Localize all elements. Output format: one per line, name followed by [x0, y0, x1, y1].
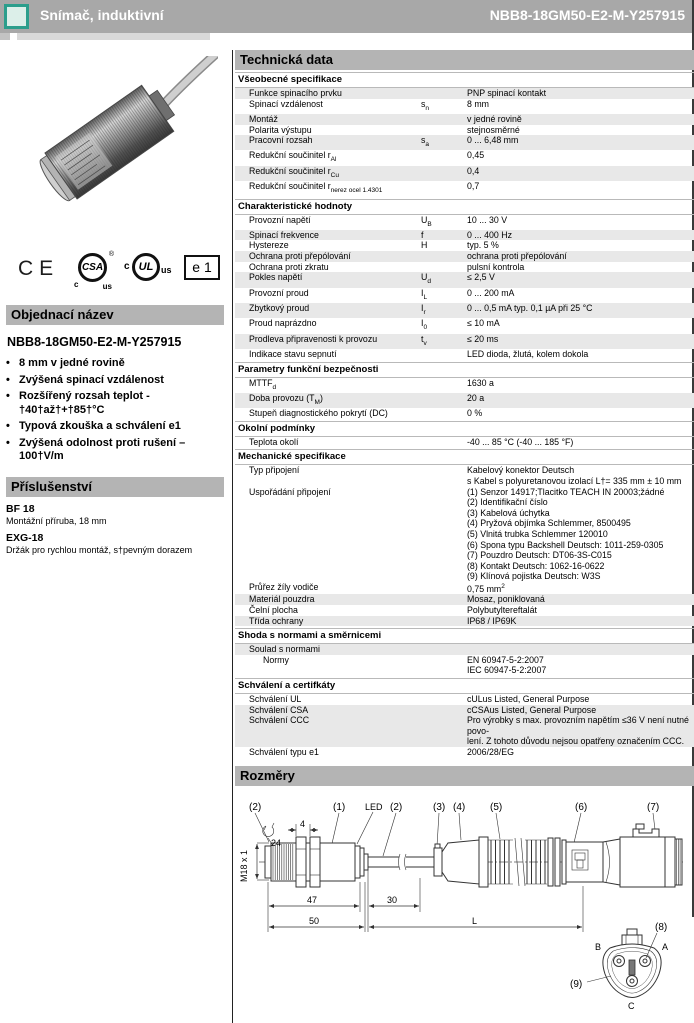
spec-section-title: Schválení a certifkáty [235, 678, 694, 694]
brand-square-icon [4, 4, 29, 29]
feature-item [6, 420, 224, 434]
spec-symbol [421, 150, 467, 165]
spec-symbol: $t_v$ [421, 333, 427, 347]
bullet-icon: • [6, 420, 10, 432]
feature-text: Typová zkouška a schválení e1 [19, 420, 181, 432]
spec-symbol [421, 393, 467, 408]
spec-symbol [421, 487, 467, 582]
spec-row [235, 288, 694, 303]
spec-value: 0 ... 200 mA [467, 287, 515, 298]
led-label: LED [365, 801, 383, 812]
spec-row [235, 150, 694, 165]
spec-value: -40 ... 85 °C (-40 ... 185 °F) [467, 436, 574, 447]
spec-label: Schválení CCC [249, 715, 310, 726]
spec-value [467, 644, 694, 655]
header-substrip-left [0, 33, 10, 40]
spec-value: Mosaz, poniklovaná [467, 594, 545, 605]
feature-item [6, 437, 224, 464]
spec-symbol [421, 181, 467, 196]
spec-value: v jedné rovině [467, 113, 522, 124]
callout-2b: (2) [390, 801, 403, 813]
spec-symbol: $s_n$ [421, 98, 430, 112]
spec-label: Zbytkový proud [249, 302, 310, 313]
spec-symbol [421, 747, 467, 758]
feature-item [6, 357, 224, 371]
bullet-icon: • [6, 373, 10, 386]
spec-label: Třída ochrany [249, 615, 304, 626]
callout-1: (1) [333, 801, 346, 813]
product-photo [6, 56, 218, 228]
spec-value: Polybutyltereftalát [467, 605, 537, 616]
spec-section [235, 199, 694, 360]
spec-symbol: H [421, 240, 428, 251]
spec-symbol [421, 605, 467, 616]
spec-symbol [421, 694, 467, 705]
spec-row [235, 605, 694, 616]
feature-item [6, 390, 224, 417]
spec-label: Indikace stavu sepnutí [249, 348, 337, 359]
dimension-drawing [235, 790, 687, 1018]
spec-row [235, 215, 694, 230]
bullet-icon: • [6, 436, 10, 449]
spec-value: pulsní kontrola [467, 261, 525, 272]
spec-label: Redukční součinitel $r_{nerez ocel 1.4301}$ [249, 181, 383, 194]
bullet-icon: • [6, 390, 10, 402]
feature-text: Zvýšená odolnost proti rušení – 100†V/m [19, 436, 186, 462]
spec-symbol [421, 465, 467, 486]
spec-value: 0 ... 6,48 mm [467, 135, 519, 146]
pin-b-label: B [595, 941, 602, 952]
spec-section [235, 628, 694, 676]
product-family-title: Snímač, induktivní [40, 7, 164, 23]
spec-row [235, 616, 694, 627]
spec-label: Redukční součinitel $r_{Cu}$ [249, 165, 339, 179]
spec-symbol [421, 715, 467, 747]
pin-c-label: C [628, 1000, 635, 1011]
spec-value: 8 mm [467, 98, 489, 109]
feature-text: Rozšířený rozsah teplot - †40†až†+†85†°C [19, 390, 150, 416]
spec-symbol: $I_L$ [421, 287, 428, 301]
spec-label: Funkce spinacího prvku [249, 88, 342, 98]
page-header [0, 0, 694, 33]
accessory-name: BF 18 [6, 502, 35, 515]
spec-value: 10 ... 30 V [467, 214, 508, 225]
spec-symbol [421, 88, 467, 99]
spec-row [235, 378, 694, 393]
spec-section-title: Charakteristické hodnoty [235, 199, 694, 215]
spec-value: ≤ 2,5 V [467, 272, 495, 283]
spec-row [235, 408, 694, 419]
spec-value: 2006/28/EG [467, 746, 514, 757]
callout-7: (7) [647, 801, 660, 813]
spec-symbol [421, 616, 467, 627]
spec-label: Prodleva připravenosti k provozu [249, 333, 378, 344]
dim-47: 47 [307, 894, 318, 905]
spec-value: 0,4 [467, 165, 480, 176]
pin-a-label: A [662, 941, 669, 952]
spec-row [235, 318, 694, 333]
order-code: NBB8-18GM50-E2-M-Y257915 [7, 335, 182, 349]
dim-30: 30 [387, 894, 398, 905]
spec-row [235, 715, 694, 747]
spec-symbol [421, 594, 467, 605]
spec-value: ochrana proti přepólování [467, 251, 567, 262]
spec-row [235, 747, 694, 758]
spec-value: PNP spinací kontakt [467, 88, 547, 98]
connector-face-view [603, 929, 661, 998]
spec-row [235, 181, 694, 196]
spec-row [235, 114, 694, 125]
spec-section-title: Shoda s normami a směrnicemi [235, 628, 694, 644]
header-substrip [17, 33, 210, 40]
spec-label: Spinací frekvence [249, 229, 319, 240]
spec-symbol: $U_d$ [421, 272, 431, 285]
spec-label: Normy [263, 654, 289, 665]
ce-mark-icon: CE [18, 257, 60, 280]
spec-value: EN 60947-5-2:2007 IEC 60947-5-2:2007 [467, 654, 547, 676]
spec-label: Montáž [249, 113, 278, 124]
spec-row [235, 582, 694, 595]
ul-mark-icon: c UL us [124, 253, 176, 289]
spec-label: Polarita výstupu [249, 124, 312, 135]
accessory-description: Montážní příruba, 18 mm [6, 515, 107, 526]
spec-label: Schválení UL [249, 694, 302, 705]
accessory-description: Držák pro rychlou montáž, s†pevným dorazem [6, 544, 193, 555]
callout-9: (9) [570, 978, 583, 990]
sensor-outline [265, 824, 682, 887]
spec-symbol: $I_0$ [421, 318, 428, 331]
callout-8: (8) [655, 921, 668, 933]
spec-label: Spinací vzdálenost [249, 98, 323, 109]
spec-value: ≤ 20 ms [467, 333, 499, 344]
spec-label: Schválení typu e1 [249, 746, 319, 757]
spec-label: Ochrana proti přepólování [249, 251, 351, 262]
spec-section-title: Parametry funkční bezpečnosti [235, 362, 694, 378]
spec-value: stejnosměrné [467, 124, 520, 135]
spec-label: Proud naprázdno [249, 318, 317, 329]
spec-label: Stupeň diagnostického pokrytí (DC) [249, 408, 388, 419]
spec-value: Kabelový konektor Deutsch s Kabel s polyuretanovou izolací L†= 335 mm ± 10 mm [467, 465, 682, 486]
spec-label: Soulad s normami [249, 644, 320, 655]
spec-value: 0,7 [467, 181, 480, 192]
spec-row [235, 272, 694, 287]
order-name-header: Objednací název [6, 305, 224, 325]
spec-section [235, 678, 694, 758]
spec-row [235, 705, 694, 716]
dimensions-header: Rozměry [235, 766, 694, 786]
spec-label: Redukční součinitel $r_{Al}$ [249, 150, 337, 164]
spec-label: Schválení CSA [249, 704, 309, 715]
spec-value: IP68 / IP69K [467, 615, 517, 626]
spec-symbol [421, 655, 467, 676]
spec-row [235, 465, 694, 486]
spec-value: cCSAus Listed, General Purpose [467, 704, 597, 715]
csa-mark-icon: CSA ® c us [74, 251, 114, 291]
wrench-size: 24 [271, 837, 282, 848]
spec-row [235, 303, 694, 318]
spec-row [235, 135, 694, 150]
spec-row [235, 262, 694, 273]
callout-4: (4) [453, 801, 466, 813]
spec-symbol [421, 262, 467, 273]
spec-label: Teplota okolí [249, 436, 299, 447]
spec-section-title: Okolní podmínky [235, 421, 694, 437]
spec-label: Materiál pouzdra [249, 594, 315, 605]
spec-section [235, 449, 694, 626]
right-column [232, 50, 694, 1023]
spec-row [235, 334, 694, 349]
spec-symbol [421, 437, 467, 448]
spec-symbol [421, 644, 467, 655]
callout-3: (3) [433, 801, 446, 813]
accessories-list [6, 503, 224, 555]
accessories-header: Příslušenství [6, 477, 224, 497]
spec-symbol [421, 166, 467, 181]
spec-row [235, 644, 694, 655]
spec-label: Doba provozu $(T_M)$ [249, 392, 323, 406]
feature-list [6, 357, 224, 464]
certification-marks [6, 247, 224, 295]
spec-label: Uspořádání připojení [249, 486, 331, 497]
spec-value: 0,75 $mm^2$ [467, 582, 505, 594]
spec-label: Provozní napětí [249, 214, 311, 225]
spec-label: Ochrana proti zkratu [249, 261, 329, 272]
spec-row [235, 393, 694, 408]
spec-label: Typ připojení [249, 465, 300, 476]
spec-row [235, 594, 694, 605]
spec-row [235, 437, 694, 448]
spec-value: 1630 a [467, 377, 494, 388]
callout-2a: (2) [249, 801, 262, 813]
spec-value: 0 ... 0,5 mA typ. 0,1 µA při 25 °C [467, 302, 593, 313]
spec-section [235, 72, 694, 197]
feature-text: Zvýšená spinací vzdálenost [19, 373, 164, 386]
spec-row [235, 166, 694, 181]
spec-symbol: f [421, 229, 424, 240]
wrench-icon [263, 823, 281, 848]
spec-value: 20 a [467, 392, 485, 403]
spec-value: (1) Senzor 14917;Tlacitko TEACH IN 20003;žádné (2) Identifikační číslo (3) Kabelová úchytka (4) Pryžová objímka Schlemmer, 8500495 (5) Vlnitá trubka Schlemmer 120010 (6) Spona typu Backshell Deutsch: 1011-259-0305 (7) Pouzdro Deutsch: DT06-3S-C015 (8) Kontakt Deutsch: 1062-16-0622 (9) Klínová pojistka Deutsch: W3S [467, 486, 665, 582]
accessory-name: EXG-18 [6, 531, 44, 544]
spec-row [235, 487, 694, 582]
spec-value: typ. 5 % [467, 240, 499, 251]
spec-row [235, 655, 694, 676]
tech-sections [235, 72, 694, 758]
spec-label: Hystereze [249, 240, 289, 251]
callout-6: (6) [575, 801, 588, 813]
spec-section [235, 362, 694, 419]
spec-value: LED dioda, žlutá, kolem dokola [467, 348, 589, 359]
spec-section-title: Mechanické specifikace [235, 449, 694, 465]
spec-row [235, 88, 694, 99]
feature-item [6, 374, 224, 388]
spec-row [235, 99, 694, 114]
spec-label: Čelní plocha [249, 605, 298, 616]
technical-data-header: Technická data [235, 50, 694, 70]
spec-label: Pracovní rozsah [249, 135, 313, 146]
spec-symbol [421, 114, 467, 125]
spec-row [235, 240, 694, 251]
sensor-body [34, 80, 182, 207]
spec-label: $MTTF_d$ [249, 377, 277, 391]
spec-symbol: $U_B$ [421, 214, 432, 228]
spec-symbol [421, 408, 467, 419]
spec-symbol [421, 349, 467, 360]
spec-value: Pro výrobky s max. provozním napětím ≤36 V není nutné povo- lení. Z tohoto důvodu nejsou opatřeny označením CCC. [467, 715, 689, 747]
spec-value: cULus Listed, General Purpose [467, 694, 590, 705]
spec-value: 0 % [467, 408, 483, 419]
spec-value: ≤ 10 mA [467, 318, 500, 329]
spec-row [235, 349, 694, 360]
spec-row [235, 230, 694, 241]
e1-mark-icon: e 1 [184, 255, 220, 280]
spec-symbol [421, 705, 467, 716]
dim-50: 50 [309, 915, 320, 926]
spec-symbol [421, 378, 467, 393]
spec-value: 0 ... 400 Hz [467, 229, 512, 240]
spec-label: Pokles napětí [249, 272, 303, 283]
spec-symbol [421, 582, 467, 595]
callout-5: (5) [490, 801, 503, 813]
dim-L: L [472, 915, 478, 926]
spec-label: Provozní proud [249, 287, 309, 298]
nut-width-label: 4 [300, 818, 306, 829]
product-code-title: NBB8-18GM50-E2-M-Y257915 [489, 7, 685, 23]
spec-symbol [421, 125, 467, 136]
spec-label: Průřez žíly vodiče [249, 581, 319, 592]
thread-label: M18 x 1 [239, 849, 249, 882]
spec-symbol [421, 251, 467, 262]
spec-row [235, 125, 694, 136]
spec-symbol: $s_a$ [421, 135, 430, 148]
spec-section [235, 421, 694, 448]
spec-row [235, 694, 694, 705]
left-column [6, 56, 224, 555]
bullet-icon: • [6, 357, 10, 369]
spec-row [235, 251, 694, 262]
spec-value: 0,45 [467, 150, 485, 161]
spec-section-title: Všeobecné specifikace [235, 72, 694, 88]
nut-width-dimension [288, 819, 318, 836]
feature-text: 8 mm v jedné rovině [19, 357, 125, 369]
spec-symbol: $I_r$ [421, 302, 426, 316]
